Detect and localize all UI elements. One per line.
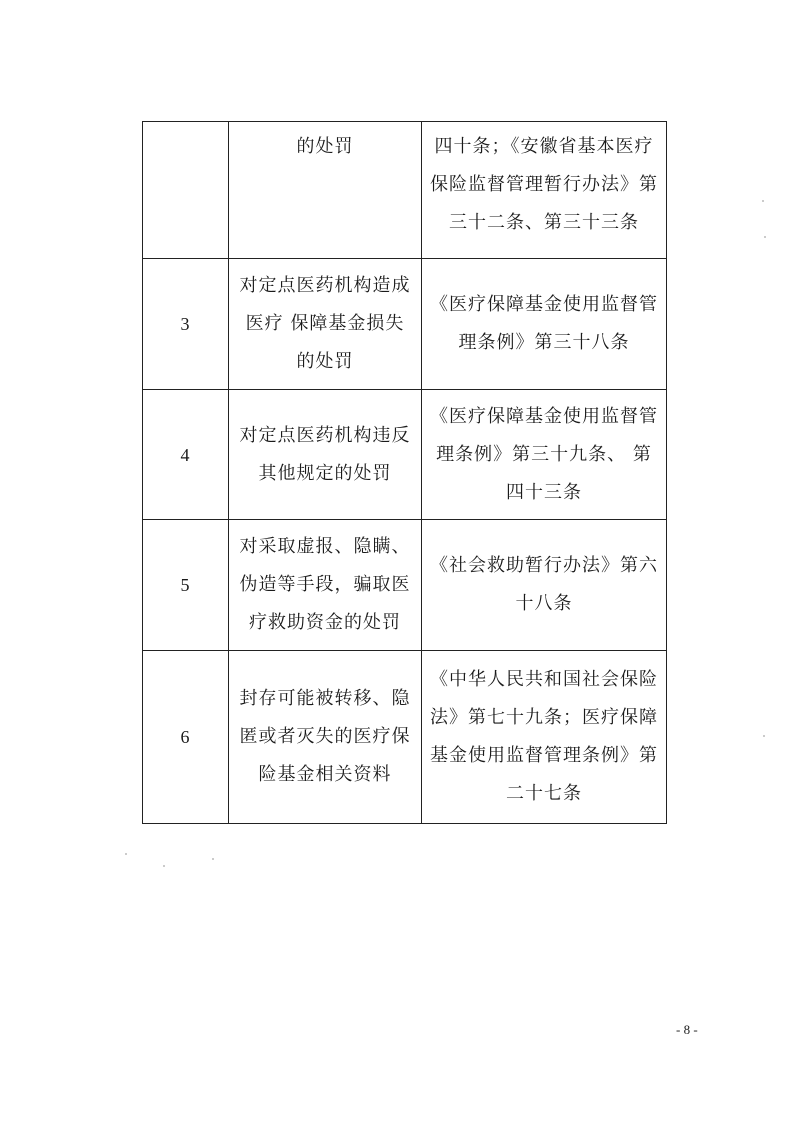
- penalty-item: 的处罚: [229, 122, 422, 259]
- penalty-table: [142, 121, 667, 824]
- scan-speck: [763, 735, 765, 737]
- legal-basis: 《社会救助暂行办法》第六十八条: [422, 520, 667, 651]
- table-row: [143, 259, 667, 390]
- table-row: [143, 520, 667, 651]
- row-number: 6: [143, 651, 229, 824]
- page-number: - 8 -: [676, 1022, 698, 1037]
- scan-speck: [762, 200, 764, 202]
- scan-speck: [163, 865, 165, 867]
- row-number: 4: [143, 390, 229, 520]
- legal-basis: 《医疗保障基金使用监督管理条例》第三十九条、 第四十三条: [422, 390, 667, 520]
- row-number: 3: [143, 259, 229, 390]
- legal-basis: 四十条；《安徽省基本医疗保险监督管理暂行办法》第三十二条、第三十三条: [422, 122, 667, 259]
- scan-speck: [764, 236, 766, 238]
- penalty-item: 封存可能被转移、隐匿或者灭失的医疗保险基金相关资料: [229, 651, 422, 824]
- penalty-item: 对定点医药机构造成医疗 保障基金损失的处罚: [229, 259, 422, 390]
- table-row: [143, 651, 667, 824]
- penalty-item: 对采取虚报、隐瞒、伪造等手段，骗取医疗救助资金的处罚: [229, 520, 422, 651]
- table-row: [143, 390, 667, 520]
- row-number: 5: [143, 520, 229, 651]
- table-row: [143, 122, 667, 259]
- legal-basis: 《中华人民共和国社会保险法》第七十九条；医疗保障基金使用监督管理条例》第二十七条: [422, 651, 667, 824]
- legal-basis: 《医疗保障基金使用监督管理条例》第三十八条: [422, 259, 667, 390]
- scan-speck: [212, 858, 214, 860]
- penalty-item: 对定点医药机构违反其他规定的处罚: [229, 390, 422, 520]
- scan-speck: [125, 853, 127, 855]
- row-number: [143, 122, 229, 259]
